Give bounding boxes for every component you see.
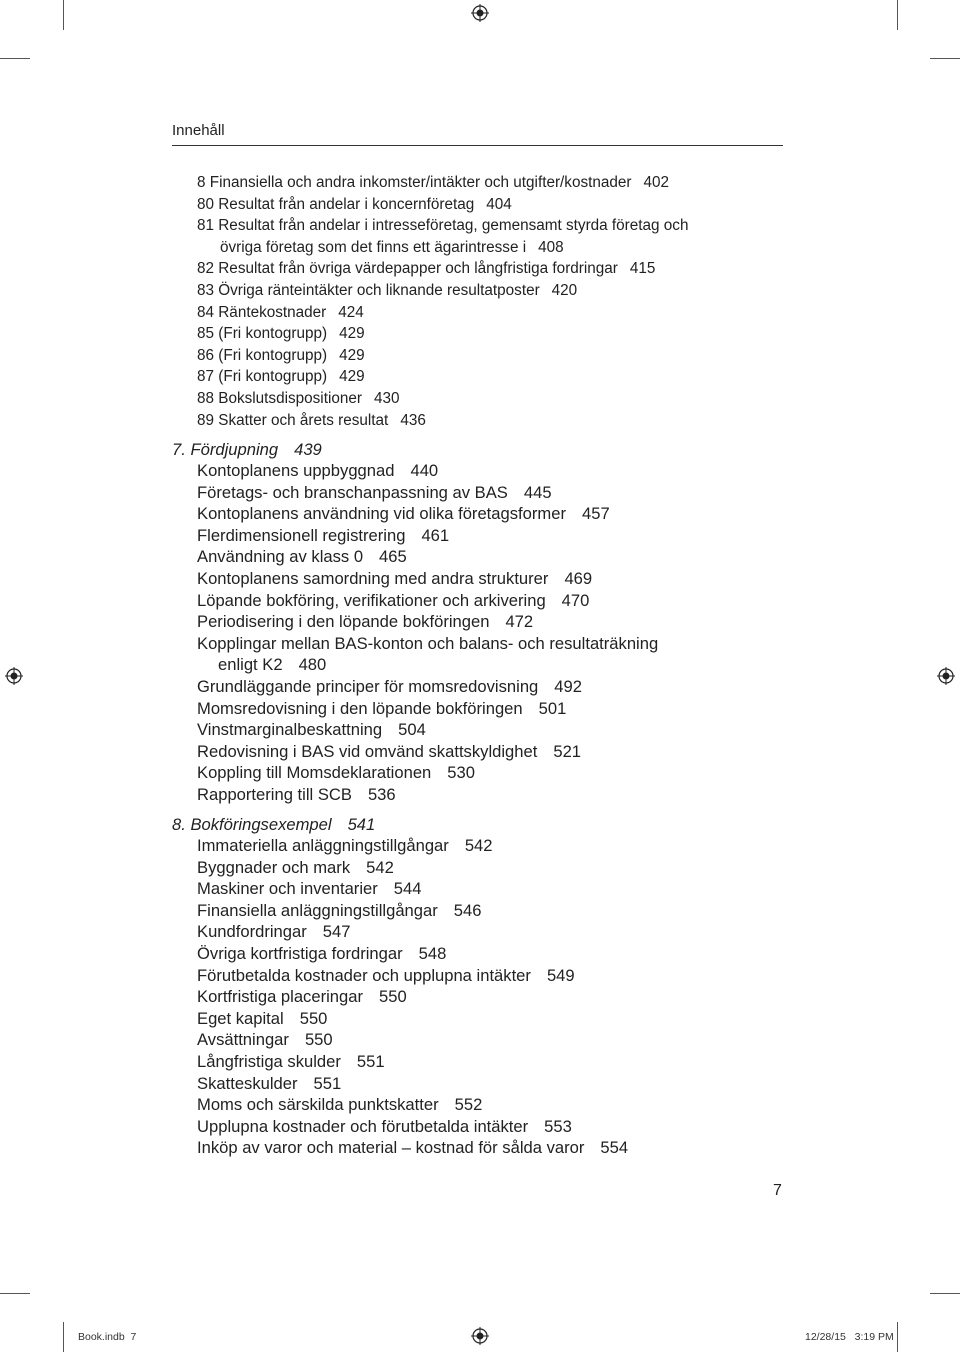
toc-entry	[197, 1117, 572, 1137]
toc-entry	[197, 174, 669, 192]
toc-entry-title: Flerdimensionell registrering	[197, 525, 406, 545]
toc-entry-title: Övriga kortfristiga fordringar	[197, 944, 403, 963]
toc-entry	[197, 547, 407, 567]
slug-timestamp	[805, 1331, 894, 1343]
toc-entry-title: Koppling till Momsdeklarationen	[197, 763, 432, 783]
toc-entry-title: 82 Resultat från övriga värdepapper och långfristiga fordringar	[197, 260, 618, 278]
toc-entry	[197, 1030, 333, 1050]
registration-mark-icon	[471, 1327, 489, 1345]
running-header: Innehåll	[172, 122, 225, 139]
toc-entry	[220, 239, 564, 257]
toc-entry	[197, 483, 552, 503]
toc-entry-title: Förutbetalda kostnader och upplupna intäkter	[197, 965, 531, 985]
toc-entry-title: Företags- och branschanpassning av BAS	[197, 482, 508, 502]
toc-entry	[197, 591, 589, 611]
toc-entry	[197, 836, 493, 856]
toc-entry-title: Upplupna kostnader och förutbetalda intäkter	[197, 1116, 529, 1136]
toc-entry	[197, 879, 421, 899]
crop-mark	[930, 58, 960, 59]
slug-file	[78, 1331, 136, 1343]
toc-entry-title: Skatteskulder	[197, 1073, 298, 1093]
toc-entry-title: enligt K2	[218, 655, 283, 675]
toc-entry	[197, 763, 475, 783]
toc-entry-page: 551	[356, 1052, 385, 1071]
toc-entry-page: 429	[339, 368, 365, 386]
registration-mark-icon	[937, 667, 955, 685]
toc-entry	[197, 325, 365, 343]
toc-entry-title: övriga företag som det finns ett ägarintresse i	[220, 238, 527, 256]
toc-entry	[197, 699, 566, 719]
toc-entry	[197, 944, 446, 964]
toc-entry-page: 480	[298, 655, 327, 675]
toc-entry-page: 549	[546, 965, 575, 985]
toc-entry	[197, 742, 581, 762]
toc-entry-title: Byggnader och mark	[197, 857, 351, 877]
toc-entry-page: 461	[421, 525, 450, 545]
header-rule	[172, 145, 783, 146]
toc-entry	[197, 526, 449, 546]
toc-entry-title: Användning av klass 0	[197, 547, 364, 567]
toc-entry-page: 530	[447, 763, 475, 783]
toc-entry-page: 430	[373, 390, 400, 407]
toc-entry-title: 84 Räntekostnader	[197, 303, 327, 321]
toc-entry-title: 8. Bokföringsexempel	[172, 815, 332, 834]
toc-entry-page: 429	[339, 325, 365, 343]
toc-entry-page: 402	[643, 174, 670, 191]
toc-entry-page: 472	[505, 612, 534, 632]
toc-entry-page: 554	[600, 1138, 629, 1158]
toc-entry-page: 550	[304, 1030, 333, 1050]
toc-entry	[197, 569, 592, 589]
crop-mark	[0, 1293, 30, 1294]
toc-entry-title: Redovisning i BAS vid omvänd skattskyldighet	[197, 741, 538, 761]
toc-entry	[197, 390, 400, 408]
toc-entry-page: 436	[400, 411, 426, 429]
toc-entry-title: 81 Resultat från andelar i intresseföretag, gemensamt styrda företag och	[197, 217, 689, 235]
toc-entry	[197, 282, 577, 300]
page-number: 7	[773, 1182, 782, 1199]
toc-entry	[172, 815, 375, 835]
registration-mark-icon	[471, 4, 489, 22]
toc-entry	[197, 966, 575, 986]
toc-entry-title: Finansiella anläggningstillgångar	[197, 900, 438, 920]
toc-entry-title: Kundfordringar	[197, 922, 307, 942]
toc-entry	[197, 1074, 341, 1094]
toc-entry-title: Löpande bokföring, verifikationer och arkivering	[197, 590, 546, 610]
toc-entry-title: 83 Övriga ränteintäkter och liknande resultatposter	[197, 282, 540, 299]
toc-entry-page: 552	[454, 1095, 483, 1115]
toc-entry-title: 8 Finansiella och andra inkomster/intäkter och utgifter/kostnader	[197, 174, 632, 191]
toc-entry-page: 504	[398, 720, 426, 740]
toc-entry-title: Kortfristiga placeringar	[197, 987, 364, 1007]
crop-mark	[897, 1322, 898, 1352]
slug-file-page: 7	[130, 1331, 137, 1343]
toc-entry-title: 86 (Fri kontogrupp)	[197, 346, 328, 364]
crop-mark	[63, 0, 64, 30]
toc-entry-title: Långfristiga skulder	[197, 1052, 341, 1071]
toc-entry-title: Kontoplanens användning vid olika företagsformer	[197, 504, 566, 524]
toc-entry-title: Moms och särskilda punktskatter	[197, 1095, 439, 1115]
toc-entry	[197, 412, 426, 430]
toc-entry-title: Immateriella anläggningstillgångar	[197, 836, 449, 855]
crop-mark	[0, 58, 30, 59]
toc-entry-page: 521	[553, 741, 582, 761]
toc-entry-page: 439	[294, 440, 322, 459]
toc-entry-page: 404	[486, 195, 512, 213]
toc-entry-title: 88 Bokslutsdispositioner	[197, 390, 362, 407]
toc-entry-title: Vinstmarginalbeskattning	[197, 720, 383, 740]
toc-entry-page: 553	[544, 1116, 572, 1136]
toc-entry-page: 440	[410, 461, 439, 480]
toc-entry	[197, 858, 394, 878]
toc-entry	[197, 217, 688, 235]
toc-entry-page: 550	[299, 1008, 328, 1028]
toc-entry-page: 544	[393, 879, 422, 899]
toc-entry-page: 546	[453, 900, 482, 920]
toc-entry-page: 551	[313, 1073, 342, 1093]
toc-entry	[197, 304, 364, 322]
toc-entry-title: 7. Fördjupning	[172, 440, 279, 459]
toc-entry-page: 550	[379, 987, 407, 1007]
toc-entry-page: 547	[322, 922, 351, 942]
toc-entry-title: 80 Resultat från andelar i koncernföretag	[197, 195, 475, 213]
toc-entry-page: 542	[464, 836, 493, 855]
toc-entry-page: 492	[554, 677, 582, 696]
toc-entry-title: Eget kapital	[197, 1008, 284, 1028]
toc-entry	[172, 440, 322, 460]
toc-entry-page: 445	[523, 482, 552, 502]
toc-entry-page: 536	[367, 785, 396, 804]
slug-date: 12/28/15	[805, 1331, 846, 1343]
toc-entry-page: 429	[339, 346, 365, 364]
toc-entry	[197, 1009, 327, 1029]
toc-entry-page: 465	[379, 547, 407, 567]
toc-entry	[197, 1052, 385, 1072]
toc-entry-title: Periodisering i den löpande bokföringen	[197, 612, 490, 632]
crop-mark	[897, 0, 898, 30]
toc-entry	[197, 922, 350, 942]
toc-entry-title: Kontoplanens samordning med andra strukturer	[197, 569, 549, 588]
toc-entry-page: 541	[347, 815, 376, 834]
toc-entry	[197, 785, 396, 805]
toc-entry-title: Maskiner och inventarier	[197, 879, 378, 899]
toc-entry	[197, 260, 655, 278]
toc-entry	[197, 196, 512, 214]
toc-entry-title: Rapportering till SCB	[197, 785, 352, 804]
toc-entry	[197, 504, 610, 524]
toc-entry-page: 408	[538, 238, 564, 256]
toc-entry-page: 542	[366, 857, 394, 877]
toc-entry	[197, 368, 365, 386]
toc-entry	[197, 677, 582, 697]
toc-entry-page: 470	[561, 590, 590, 610]
toc-entry	[197, 612, 533, 632]
toc-entry-title: Kontoplanens uppbyggnad	[197, 461, 395, 480]
toc-entry	[197, 1095, 482, 1115]
toc-entry-title: 89 Skatter och årets resultat	[197, 411, 389, 429]
toc-entry	[218, 655, 326, 675]
toc-entry-title: Avsättningar	[197, 1030, 289, 1050]
toc-entry-title: Grundläggande principer för momsredovisning	[197, 677, 539, 696]
toc-entry	[197, 987, 407, 1007]
toc-entry	[197, 347, 365, 365]
toc-entry-page: 420	[551, 282, 578, 299]
toc-entry-title: Momsredovisning i den löpande bokföringen	[197, 698, 523, 718]
slug-filename: Book.indb	[78, 1331, 125, 1343]
toc-entry	[197, 634, 658, 654]
toc-entry-page: 415	[629, 260, 656, 278]
toc-entry-title: Kopplingar mellan BAS-konton och balans- och resultaträkning	[197, 633, 659, 653]
toc-entry	[197, 901, 481, 921]
crop-mark	[930, 1293, 960, 1294]
toc-entry-title: Inköp av varor och material – kostnad för sålda varor	[197, 1138, 585, 1158]
toc-entry	[197, 720, 426, 740]
toc-entry	[197, 461, 438, 481]
toc-entry-page: 548	[418, 944, 447, 963]
toc-entry-page: 424	[338, 303, 364, 321]
toc-entry-page: 469	[564, 569, 593, 588]
toc-entry-page: 457	[581, 504, 610, 524]
toc-entry-page: 501	[538, 698, 567, 718]
registration-mark-icon	[5, 667, 23, 685]
toc-entry-title: 85 (Fri kontogrupp)	[197, 325, 328, 343]
crop-mark	[63, 1322, 64, 1352]
toc-entry	[197, 1138, 628, 1158]
toc-entry-title: 87 (Fri kontogrupp)	[197, 368, 328, 386]
slug-time: 3:19 PM	[854, 1331, 894, 1343]
